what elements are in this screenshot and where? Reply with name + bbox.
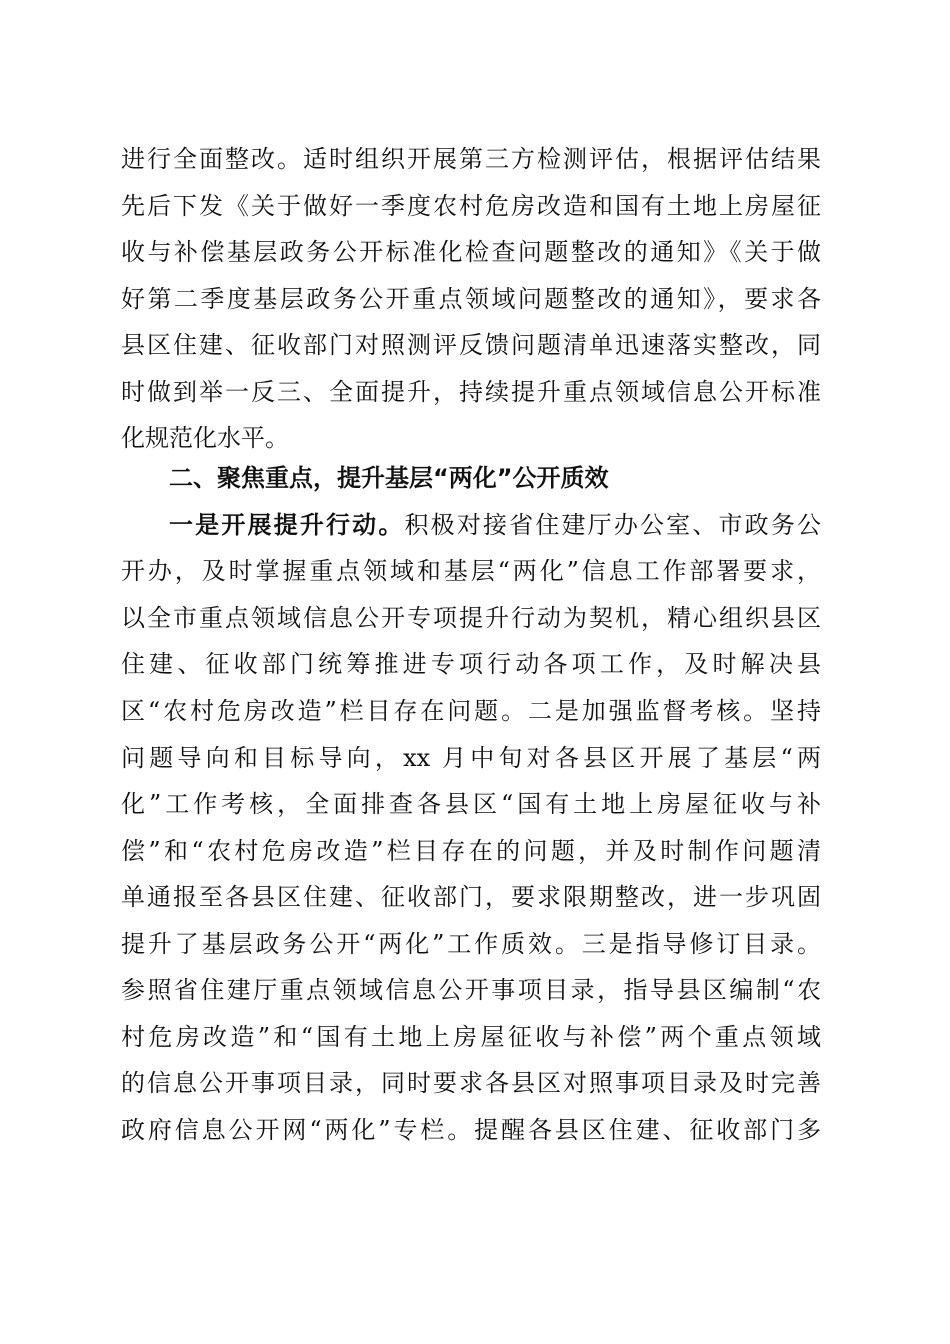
text-line: 区“农村危房改造”栏目存在问题。二是加强监督考核。坚持	[121, 697, 821, 725]
text-line: 政府信息公开网“两化”专栏。提醒各县区住建、征收部门多	[121, 1116, 821, 1144]
text-line: 时做到举一反三、全面提升，持续提升重点领域信息公开标准	[121, 378, 821, 406]
text-line-rest: 积极对接省住建厅办公室、市政务公	[404, 511, 821, 539]
paragraph-lead: 一是开展提升行动。	[169, 511, 405, 539]
text-line: 提升了基层政务公开“两化”工作质效。三是指导修订目录。	[121, 930, 821, 958]
text-line-first	[169, 505, 821, 545]
text-line: 进行全面整改。适时组织开展第三方检测评估，根据评估结果	[121, 145, 821, 173]
text-line: 以全市重点领域信息公开专项提升行动为契机，精心组织县区	[121, 604, 821, 632]
text-line: 化”工作考核，全面排查各县区“国有土地上房屋征收与补	[121, 790, 821, 818]
text-line: 先后下发《关于做好一季度农村危房改造和国有土地上房屋征	[121, 192, 821, 220]
text-line: 收与补偿基层政务公开标准化检查问题整改的通知》《关于做	[121, 238, 821, 266]
text-line: 好第二季度基层政务公开重点领域问题整改的通知》，要求各	[121, 285, 821, 313]
text-line: 单通报至各县区住建、征收部门，要求限期整改，进一步巩固	[121, 883, 821, 911]
text-line: 问题导向和目标导向，xx 月中旬对各县区开展了基层“两	[121, 744, 821, 772]
section-heading: 二、聚焦重点，提升基层“两化”公开质效	[169, 464, 609, 492]
text-line: 的信息公开事项目录，同时要求各县区对照事项目录及时完善	[121, 1069, 821, 1097]
text-line: 偿”和“农村危房改造”栏目存在的问题，并及时制作问题清	[121, 837, 821, 865]
text-line: 住建、征收部门统筹推进专项行动各项工作，及时解决县	[121, 650, 821, 678]
text-line: 县区住建、征收部门对照测评反馈问题清单迅速落实整改，同	[121, 331, 821, 359]
text-line: 化规范化水平。	[121, 424, 289, 452]
text-line: 村危房改造”和“国有土地上房屋征收与补偿”两个重点领域	[121, 1023, 821, 1051]
text-line: 开办，及时掌握重点领域和基层“两化”信息工作部署要求，	[121, 557, 821, 585]
text-line: 参照省住建厅重点领域信息公开事项目录，指导县区编制“农	[121, 976, 821, 1004]
